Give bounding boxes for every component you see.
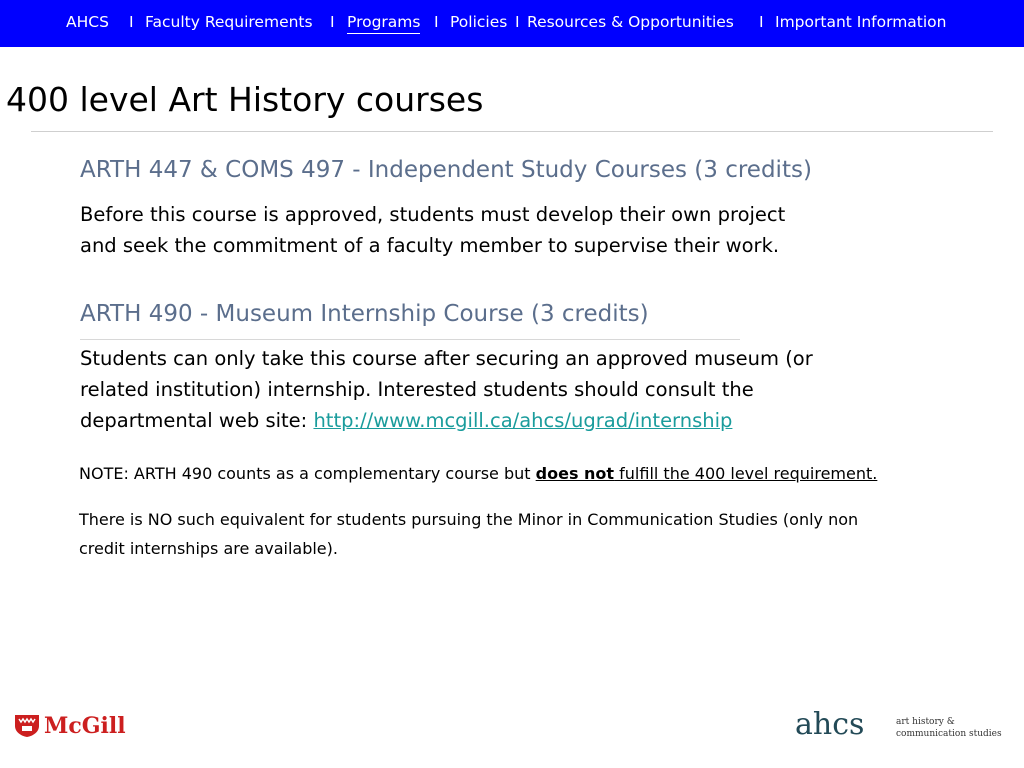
note-complementary <box>79 464 877 484</box>
nav-link-important-information[interactable]: Important Information <box>775 13 947 31</box>
internship-text-line: Students can only take this course after securing an approved museum (or <box>80 347 813 370</box>
nav-link-resources-opportunities[interactable]: Resources & Opportunities <box>527 13 734 31</box>
note-prefix: NOTE: ARTH 490 counts as a complementary course but <box>79 464 536 483</box>
page-title: 400 level Art History courses <box>6 80 484 119</box>
internship-web-link[interactable]: http://www.mcgill.ca/ahcs/ugrad/internship <box>313 409 733 432</box>
nav-separator: I <box>330 13 335 31</box>
nav-link-faculty-requirements[interactable]: Faculty Requirements <box>145 13 313 31</box>
section-heading-independent-study: ARTH 447 & COMS 497 - Independent Study Courses (3 credits) <box>80 157 812 183</box>
nav-separator: I <box>759 13 764 31</box>
internship-text-line: related institution) internship. Interested students should consult the <box>80 378 754 401</box>
note-emphasis: does not <box>535 464 615 483</box>
top-navigation-bar <box>0 0 1024 47</box>
ahcs-wordmark: ahcs <box>795 707 865 742</box>
title-divider <box>31 131 993 132</box>
mcgill-shield-icon <box>14 714 40 738</box>
independent-study-text-line: Before this course is approved, students must develop their own project <box>80 203 786 226</box>
nav-separator: I <box>434 13 439 31</box>
ahcs-subtitle-line: communication studies <box>896 729 1002 739</box>
independent-study-text-line: and seek the commitment of a faculty member to supervise their work. <box>80 234 780 257</box>
nav-separator: I <box>515 13 520 31</box>
internship-text-line <box>80 409 732 433</box>
section-divider <box>80 339 740 340</box>
minor-note-line: There is NO such equivalent for students pursuing the Minor in Communication Studies (only non <box>79 510 859 529</box>
nav-link-ahcs[interactable]: AHCS <box>66 13 109 31</box>
internship-text-prefix: departmental web site: <box>80 409 308 432</box>
minor-note-line: credit internships are available). <box>79 539 338 558</box>
nav-link-programs[interactable]: Programs <box>347 13 420 34</box>
nav-separator: I <box>129 13 134 31</box>
ahcs-subtitle-line: art history & <box>896 717 955 727</box>
section-heading-museum-internship: ARTH 490 - Museum Internship Course (3 credits) <box>80 301 649 327</box>
mcgill-wordmark: McGill <box>44 713 126 739</box>
note-suffix: fulfill the 400 level requirement. <box>614 464 878 483</box>
nav-link-policies[interactable]: Policies <box>450 13 508 31</box>
